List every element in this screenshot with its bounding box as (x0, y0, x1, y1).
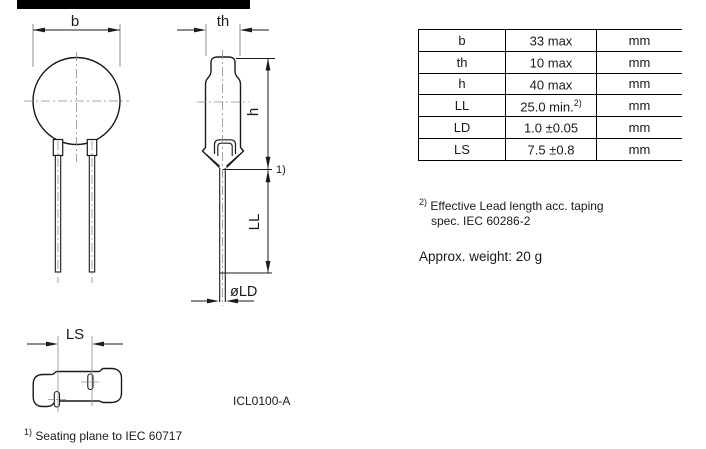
table-row (419, 73, 683, 95)
table-row (419, 117, 683, 139)
arrowhead-left-icon (240, 28, 252, 33)
dim-label-b: b (70, 13, 80, 30)
unit-cell: mm (597, 117, 683, 139)
dim-label-th: th (216, 13, 230, 30)
table-row (419, 138, 683, 160)
param-cell: LL (419, 95, 506, 117)
param-cell: b (419, 30, 506, 52)
dimension-table (418, 29, 682, 161)
param-cell: th (419, 51, 506, 73)
dim-label-ls: LS (65, 326, 85, 343)
param-cell: LS (419, 138, 506, 160)
arrowhead-down-icon (266, 157, 271, 169)
footnote-line2: spec. IEC 60286-2 (431, 213, 531, 228)
dim-label-ll: LL (246, 213, 263, 231)
dim-label-h: h (245, 107, 262, 117)
arrowhead-down-icon (266, 261, 271, 273)
dim-label-old: øLD (230, 284, 258, 300)
unit-cell: mm (597, 138, 683, 160)
table-row (419, 51, 683, 73)
front-view-disc (24, 13, 129, 283)
unit-cell: mm (597, 30, 683, 52)
value-cell: 1.0 ±0.05 (506, 117, 597, 139)
arrowhead-right-icon (194, 28, 206, 33)
arrowhead-right-icon (46, 342, 58, 347)
seating-plane-ref: 1) (276, 164, 286, 176)
bottom-view-seating (27, 326, 123, 412)
arrowhead-right-icon (108, 28, 120, 33)
arrowhead-up-icon (266, 59, 271, 71)
side-view-profile (177, 13, 286, 306)
arrowhead-up-icon (266, 170, 271, 182)
seating-plane-footnote: $^{1)}$ Seating plane to IEC 60717 (24, 427, 183, 443)
value-cell: 40 max (506, 73, 597, 95)
arrowhead-left-icon (33, 28, 45, 33)
part-number-label: ICL0100-A (233, 394, 291, 408)
unit-cell: mm (597, 51, 683, 73)
table-row (419, 95, 683, 117)
lead-length-footnote (419, 195, 604, 228)
value-cell: 10 max (506, 51, 597, 73)
table-row (419, 30, 683, 52)
unit-cell: mm (597, 95, 683, 117)
value-cell: 25.0 min.$^{2)}$ (506, 95, 597, 117)
weight-note: Approx. weight: 20 g (419, 249, 543, 264)
arrowhead-left-icon (92, 342, 104, 347)
unit-cell: mm (597, 73, 683, 95)
param-cell: h (419, 73, 506, 95)
arrowhead-right-icon (207, 299, 219, 304)
value-cell: 7.5 ±0.8 (506, 138, 597, 160)
footnote-line1: $^{2)}$ Effective Lead length acc. taping (419, 197, 604, 213)
value-cell: 33 max (506, 30, 597, 52)
param-cell: LD (419, 117, 506, 139)
